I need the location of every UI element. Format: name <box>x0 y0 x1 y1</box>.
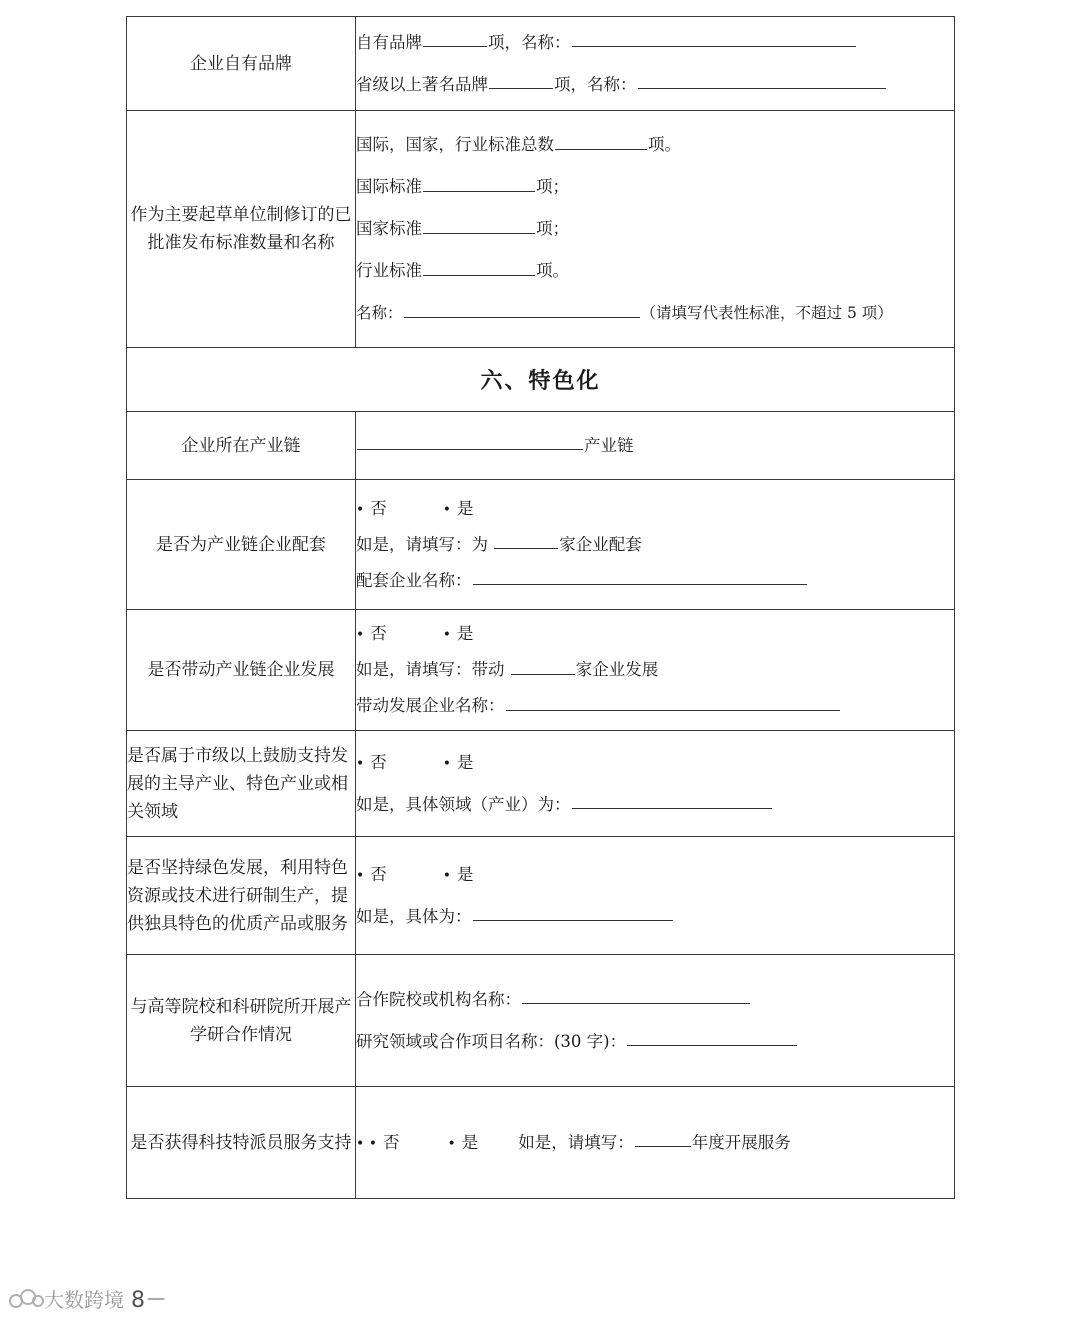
section-header-row <box>127 348 955 412</box>
drive-name-field[interactable] <box>506 709 840 711</box>
chain-row: 企业所在产业链 产业链 <box>127 412 955 480</box>
tech-no-option[interactable]: • • 否 <box>356 1132 400 1152</box>
standards-label: 作为主要起草单位制修订的已批准发布标准数量和名称 <box>127 111 356 348</box>
leading-yes-option[interactable]: • 是 <box>442 752 474 772</box>
own-brand-name-field[interactable] <box>572 45 856 47</box>
green-yes-option[interactable]: • 是 <box>442 864 474 884</box>
bullet-icon: • <box>447 1135 456 1152</box>
drive-label: 是否带动产业链企业发展 <box>127 610 356 731</box>
bullet-icon: • <box>356 755 365 772</box>
watermark-logo-icon <box>8 1287 44 1311</box>
supporting-row: 是否为产业链企业配套 • 否 • 是 如是，请填写：为 家企业配套 配套企业名称： <box>127 480 955 610</box>
tech-label: 是否获得科技特派员服务支持 <box>127 1087 356 1199</box>
chain-label: 企业所在产业链 <box>127 412 356 480</box>
green-row: 是否坚持绿色发展，利用特色资源或技术进行研制生产，提供独具特色的优质产品或服务 • 否 • 是 如是，具体为： <box>127 837 955 955</box>
page-number: 8－ <box>131 1288 167 1313</box>
famous-brand-name-field[interactable] <box>638 87 886 89</box>
page-footer <box>8 1283 167 1314</box>
supporting-label: 是否为产业链企业配套 <box>127 480 356 610</box>
coop-project-field[interactable] <box>627 1044 797 1046</box>
green-no-option[interactable]: • 否 <box>356 864 387 884</box>
bullet-icon: • <box>442 755 452 772</box>
bullet-icon: • <box>442 627 452 643</box>
bullet-icon: • <box>442 867 452 884</box>
section-title: 六、特色化 <box>127 348 955 412</box>
own-brand-count-field[interactable] <box>423 45 487 47</box>
bullet-icon: • <box>442 501 452 518</box>
green-label: 是否坚持绿色发展，利用特色资源或技术进行研制生产，提供独具特色的优质产品或服务 <box>127 837 356 955</box>
supporting-count-field[interactable] <box>494 547 558 549</box>
chain-name-field[interactable] <box>357 448 583 450</box>
standards-row: 作为主要起草单位制修订的已批准发布标准数量和名称 国际，国家，行业标准总数 项。 国际标准 项； 国家标准 项； 行业标准 项。 名称： （请填写代表性标准，不超过 5 项） <box>127 111 955 348</box>
drive-no-option[interactable]: • 否 <box>356 624 387 643</box>
coop-row: 与高等院校和科研院所开展产学研合作情况 合作院校或机构名称： 研究领域或合作项目名称：(30 字)： <box>127 955 955 1087</box>
brand-row: 企业自有品牌 自有品牌 项，名称： 省级以上著名品牌 项，名称： <box>127 17 955 111</box>
bullet-icon: • <box>356 501 365 518</box>
green-field[interactable] <box>473 919 673 921</box>
watermark-text: 大数跨境 <box>44 1288 124 1312</box>
application-form-table <box>126 16 955 1199</box>
standards-total-field[interactable] <box>555 148 647 150</box>
famous-brand-count-field[interactable] <box>489 87 553 89</box>
standards-name-field[interactable] <box>404 316 640 318</box>
drive-yes-option[interactable]: • 是 <box>442 624 474 643</box>
leading-field[interactable] <box>572 807 772 809</box>
brand-label: 企业自有品牌 <box>127 17 356 111</box>
drive-count-field[interactable] <box>511 673 575 675</box>
coop-label: 与高等院校和科研院所开展产学研合作情况 <box>127 955 356 1087</box>
coop-institution-field[interactable] <box>522 1002 750 1004</box>
tech-year-field[interactable] <box>635 1145 691 1147</box>
intl-standards-field[interactable] <box>423 190 535 192</box>
supporting-yes-option[interactable]: • 是 <box>442 498 474 518</box>
supporting-name-field[interactable] <box>473 583 807 585</box>
drive-row: 是否带动产业链企业发展 • 否 • 是 如是，请填写：带动 家企业发展 带动发展企业名称： <box>127 610 955 731</box>
tech-yes-option[interactable]: • 是 <box>447 1132 479 1152</box>
bullet-icon: • • <box>356 1135 377 1152</box>
bullet-icon: • <box>356 627 365 643</box>
leading-label: 是否属于市级以上鼓励支持发展的主导产业、特色产业或相关领域 <box>127 731 356 837</box>
national-standards-field[interactable] <box>423 232 535 234</box>
tech-row: 是否获得科技特派员服务支持 • • 否 • 是 如是，请填写： 年度开展服务 <box>127 1087 955 1199</box>
leading-row: 是否属于市级以上鼓励支持发展的主导产业、特色产业或相关领域 • 否 • 是 如是，具体领域（产业）为： <box>127 731 955 837</box>
bullet-icon: • <box>356 867 365 884</box>
industry-standards-field[interactable] <box>423 274 535 276</box>
leading-no-option[interactable]: • 否 <box>356 752 387 772</box>
supporting-no-option[interactable]: • 否 <box>356 498 387 518</box>
